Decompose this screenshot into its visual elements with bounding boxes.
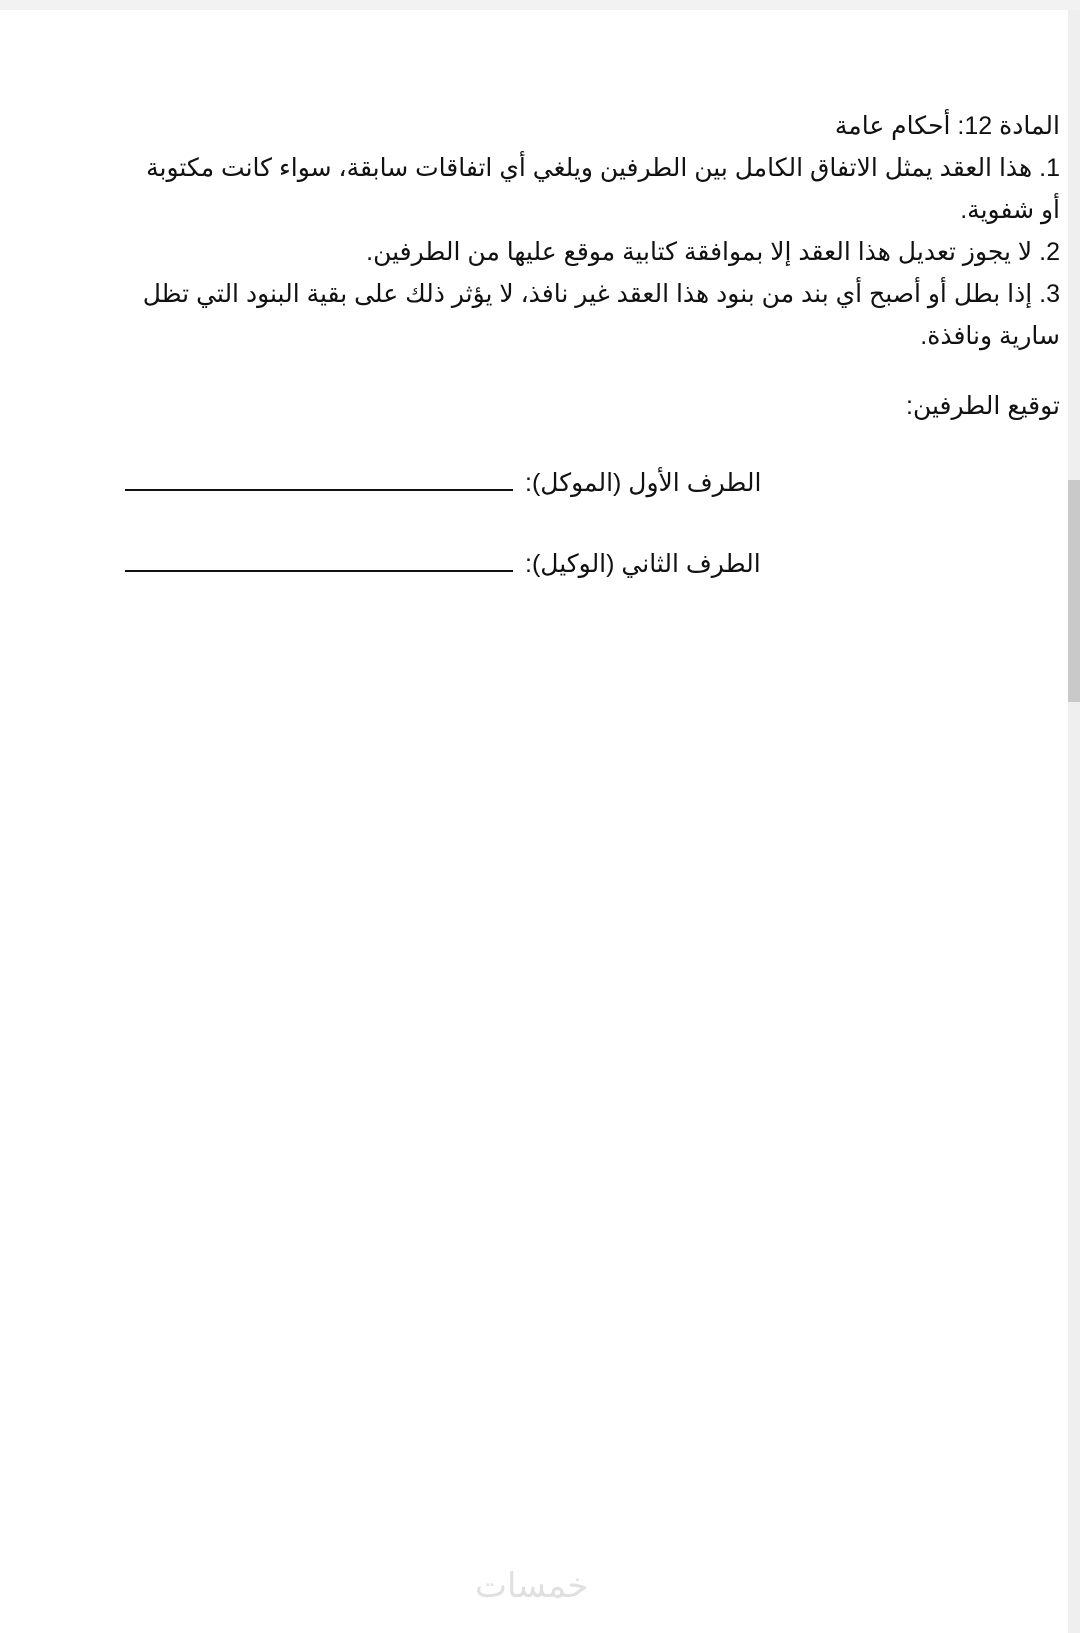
clause-1: 1. هذا العقد يمثل الاتفاق الكامل بين الطرفين ويلغي أي اتفاقات سابقة، سواء كانت مكتوبة أو شفوية. [146,154,1060,224]
first-party-signature-row [125,462,761,504]
scrollbar-track[interactable] [1068,10,1080,1633]
second-party-signature-row [125,543,761,585]
khamsat-watermark: خمسات [475,1567,589,1605]
signatures-heading: توقيع الطرفين: [906,392,1060,420]
first-party-label: الطرف الأول (الموكل): [525,469,762,497]
top-strip [0,0,1080,10]
scrollbar-thumb[interactable] [1068,480,1080,702]
document-body [125,105,1060,427]
first-party-signature-line [125,463,513,491]
clause-3: 3. إذا بطل أو أصبح أي بند من بنود هذا العقد غير نافذ، لا يؤثر ذلك على بقية البنود التي تظل سارية ونافذة. [142,280,1060,350]
clause-2: 2. لا يجوز تعديل هذا العقد إلا بموافقة كتابية موقع عليها من الطرفين. [366,238,1060,266]
article-heading: المادة 12: أحكام عامة [834,112,1060,140]
second-party-signature-line [125,544,513,572]
second-party-label: الطرف الثاني (الوكيل): [525,550,761,578]
spacer [125,357,1060,385]
